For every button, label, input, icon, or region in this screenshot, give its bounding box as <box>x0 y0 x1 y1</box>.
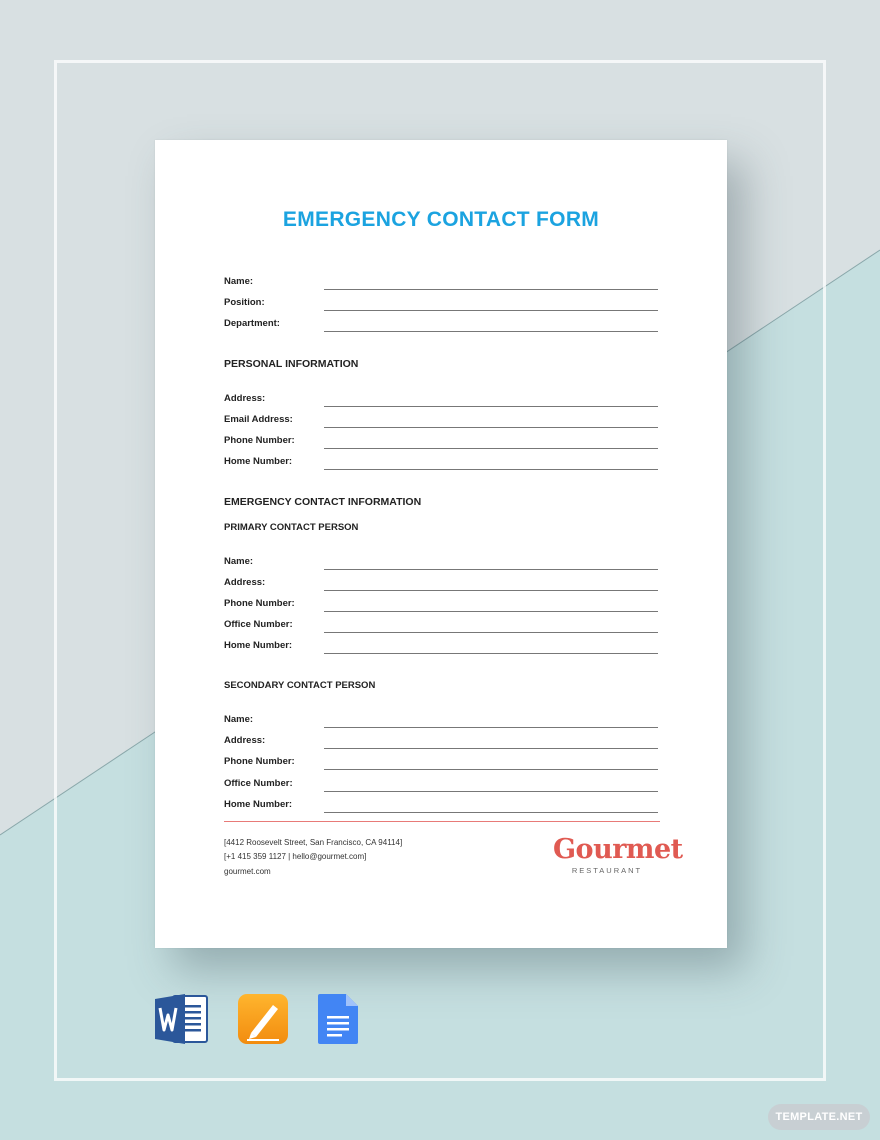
pages-icon[interactable] <box>237 993 289 1050</box>
field-address <box>224 390 658 410</box>
field-line[interactable] <box>324 289 658 290</box>
field-label: Department: <box>224 318 280 329</box>
secondary-field-phone <box>224 753 658 773</box>
footer-contact: [+1 415 359 1127 | hello@gourmet.com] <box>224 852 367 861</box>
field-label: Name: <box>224 276 254 287</box>
personal-heading: PERSONAL INFORMATION <box>224 358 359 370</box>
field-line[interactable] <box>324 448 658 449</box>
primary-field-home <box>224 637 658 657</box>
field-label: Name: <box>224 556 254 567</box>
field-label: Name: <box>224 714 254 725</box>
field-email <box>224 411 658 431</box>
field-label: Phone Number: <box>224 598 295 609</box>
field-label: Home Number: <box>224 640 293 651</box>
field-line[interactable] <box>324 791 658 792</box>
footer-address: [4412 Roosevelt Street, San Francisco, CA 94114] <box>224 838 403 847</box>
logo-name: Gourmet <box>553 834 683 865</box>
field-line[interactable] <box>324 727 658 728</box>
field-label: Home Number: <box>224 456 293 467</box>
field-label: Phone Number: <box>224 435 295 446</box>
field-line[interactable] <box>324 331 658 332</box>
field-line[interactable] <box>324 469 658 470</box>
field-line[interactable] <box>324 569 658 570</box>
google-docs-icon[interactable] <box>318 993 360 1050</box>
field-line[interactable] <box>324 748 658 749</box>
field-line[interactable] <box>324 611 658 612</box>
logo-tagline: RESTAURANT <box>571 866 643 875</box>
field-department <box>224 315 658 335</box>
field-phone <box>224 432 658 452</box>
gourmet-logo <box>553 834 683 875</box>
primary-field-office <box>224 616 658 636</box>
field-line[interactable] <box>324 769 658 770</box>
primary-field-phone <box>224 595 658 615</box>
form-title: EMERGENCY CONTACT FORM <box>282 208 600 231</box>
secondary-field-name <box>224 711 658 731</box>
secondary-heading: SECONDARY CONTACT PERSON <box>224 680 376 691</box>
emergency-heading: EMERGENCY CONTACT INFORMATION <box>224 496 422 508</box>
field-line[interactable] <box>324 406 658 407</box>
secondary-field-office <box>224 775 658 795</box>
field-label: Address: <box>224 735 266 746</box>
primary-field-address <box>224 574 658 594</box>
field-line[interactable] <box>324 590 658 591</box>
footer-divider <box>224 821 660 822</box>
secondary-field-address <box>224 732 658 752</box>
primary-heading: PRIMARY CONTACT PERSON <box>224 522 359 533</box>
secondary-field-home <box>224 796 658 816</box>
field-label: Email Address: <box>224 414 293 425</box>
field-label: Office Number: <box>224 619 293 630</box>
footer-website: gourmet.com <box>224 867 271 876</box>
field-line[interactable] <box>324 427 658 428</box>
field-label: Office Number: <box>224 778 293 789</box>
field-label: Phone Number: <box>224 756 295 767</box>
field-label: Address: <box>224 577 266 588</box>
field-label: Address: <box>224 393 266 404</box>
word-icon[interactable] <box>155 993 209 1050</box>
field-name <box>224 273 658 293</box>
field-home <box>224 453 658 473</box>
field-label: Position: <box>224 297 265 308</box>
field-label: Home Number: <box>224 799 293 810</box>
field-line[interactable] <box>324 812 658 813</box>
primary-field-name <box>224 553 658 573</box>
field-line[interactable] <box>324 310 658 311</box>
document-page <box>155 140 727 948</box>
field-line[interactable] <box>324 632 658 633</box>
template-net-watermark: TEMPLATE.NET <box>768 1104 870 1130</box>
field-line[interactable] <box>324 653 658 654</box>
field-position <box>224 294 658 314</box>
